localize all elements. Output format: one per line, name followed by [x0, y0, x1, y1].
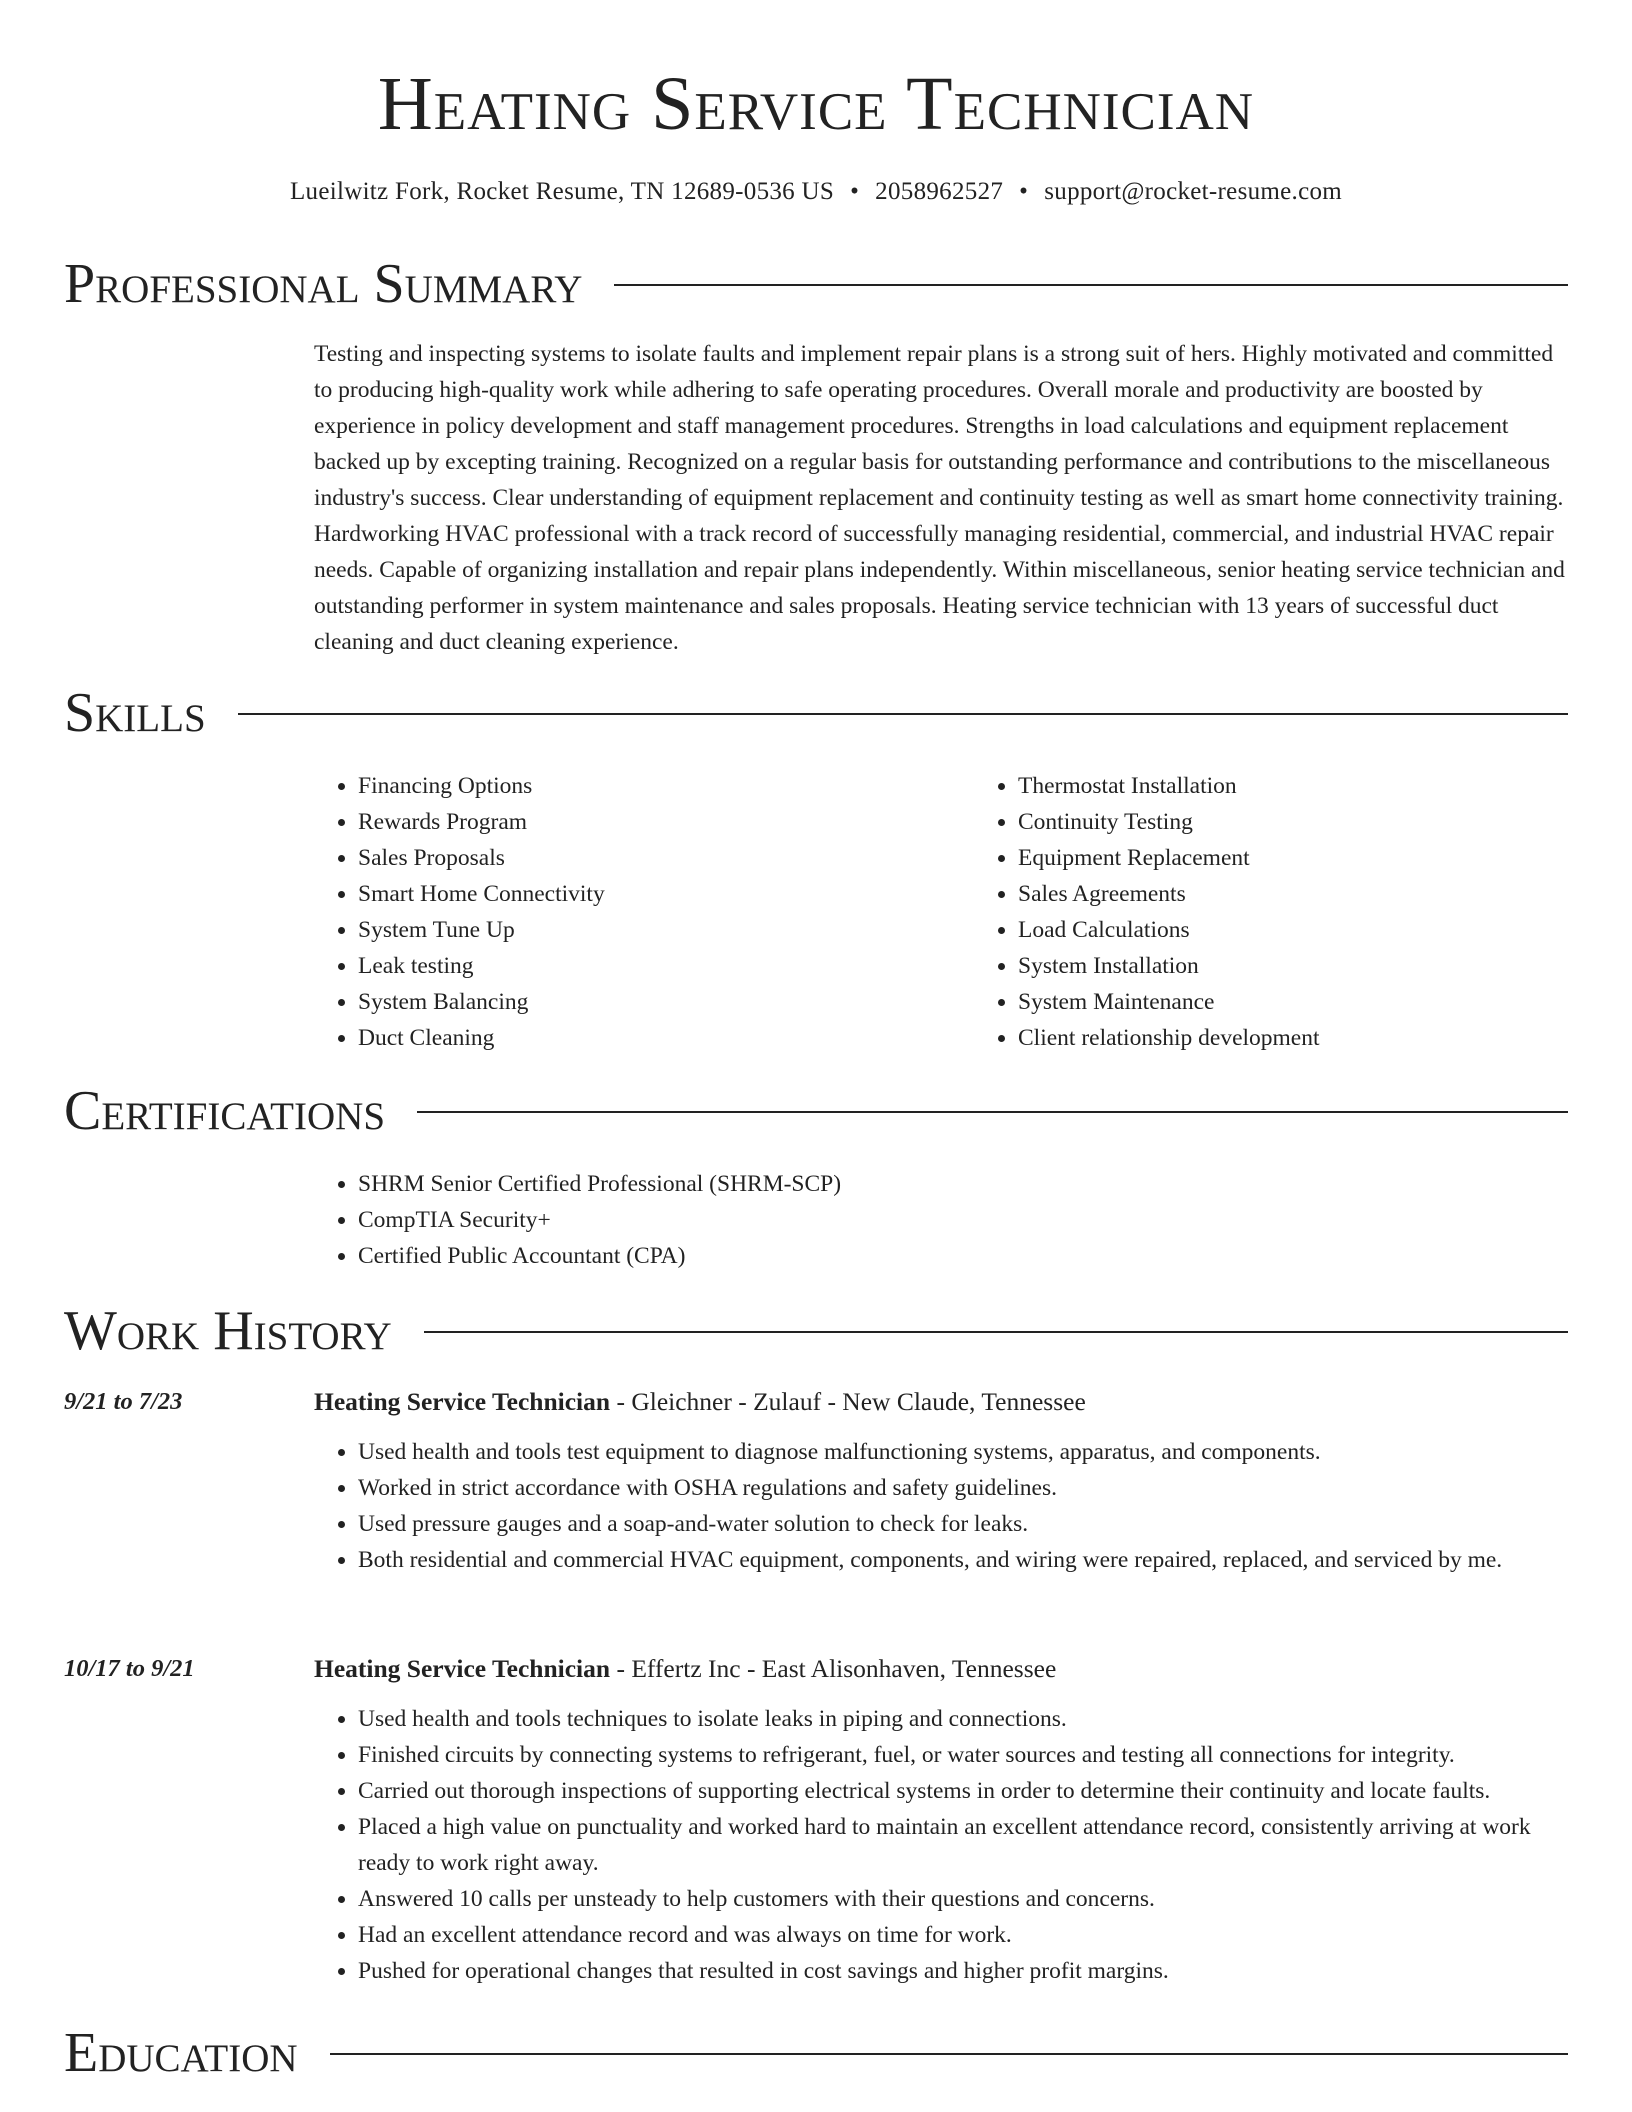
skill-item: • Sales Proposals	[358, 840, 974, 876]
skill-item: • System Tune Up	[358, 912, 974, 948]
section-title-skills: Skills	[64, 682, 206, 744]
candidate-name: Heating Service Technician	[377, 62, 1255, 146]
skill-item: • Smart Home Connectivity	[358, 876, 974, 912]
skill-item: • Thermostat Installation	[1018, 768, 1632, 804]
section-title-certifications: Certifications	[64, 1080, 386, 1142]
job-duty: • Finished circuits by connecting systems to refrigerant, fuel, or water sources and testing all connections for integrity.	[358, 1737, 1568, 1773]
job-duties-list	[314, 1701, 1568, 1989]
skill-item: • System Balancing	[358, 984, 974, 1020]
job-dates: 9/21 to 7/23	[64, 1388, 183, 1415]
summary-block	[314, 336, 1568, 660]
section-divider	[424, 1331, 1568, 1333]
section-divider	[330, 2053, 1568, 2055]
job-duty: • Both residential and commercial HVAC equipment, components, and wiring were repaired, replaced, and serviced by me.	[358, 1542, 1568, 1578]
skill-item: • Continuity Testing	[1018, 804, 1632, 840]
skill-item: • Load Calculations	[1018, 912, 1632, 948]
certifications-section-header	[64, 1080, 1568, 1142]
skill-item: • System Installation	[1018, 948, 1632, 984]
work-section-header	[64, 1300, 1568, 1362]
section-divider	[417, 1111, 1568, 1113]
skill-item: • Equipment Replacement	[1018, 840, 1632, 876]
education-section-header	[64, 2022, 1568, 2084]
job-duty: • Had an excellent attendance record and was always on time for work.	[358, 1917, 1568, 1953]
certifications-block	[314, 1166, 1568, 1274]
job-duty: • Used pressure gauges and a soap-and-water solution to check for leaks.	[358, 1506, 1568, 1542]
separator: •	[850, 178, 860, 205]
section-title-summary: Professional Summary	[64, 253, 583, 315]
job-duties-list	[314, 1434, 1568, 1578]
certification-item: • Certified Public Accountant (CPA)	[358, 1238, 1568, 1274]
separator: •	[1019, 178, 1029, 205]
job-entry	[64, 1651, 1568, 1989]
job-entry	[64, 1384, 1568, 1578]
contact-line	[0, 176, 1632, 208]
summary-text: Testing and inspecting systems to isolate faults and implement repair plans is a strong suit of hers. Highly motivated and committed to producing high-quality work while adhering to safe operating procedures. Overall morale and productivity are boosted by experience in policy development and staff management procedures. Strengths in load calculations and equipment replacement backed up by excepting training. Recognized on a regular basis for outstanding performance and contributions to the miscellaneous industry's success. Clear understanding of equipment replacement and continuity testing as well as smart home connectivity training. Hardworking HVAC professional with a track record of successfully managing residential, commercial, and industrial HVAC repair needs. Capable of organizing installation and repair plans independently. Within miscellaneous, senior heating service technician and outstanding performer in system maintenance and sales proposals. Heating service technician with 13 years of successful duct cleaning and duct cleaning experience.	[314, 341, 1565, 655]
job-dates: 10/17 to 9/21	[64, 1655, 195, 1682]
skill-item: • System Maintenance	[1018, 984, 1632, 1020]
certification-item: • SHRM Senior Certified Professional (SHRM-SCP)	[358, 1166, 1568, 1202]
job-duty: • Used health and tools techniques to isolate leaks in piping and connections.	[358, 1701, 1568, 1737]
job-duty: • Used health and tools test equipment to diagnose malfunctioning systems, apparatus, and components.	[358, 1434, 1568, 1470]
job-title: Heating Service Technician	[314, 1654, 611, 1683]
certifications-list	[314, 1166, 1568, 1274]
skill-item: • Duct Cleaning	[358, 1020, 974, 1056]
skill-item: • Rewards Program	[358, 804, 974, 840]
skill-item: • Financing Options	[358, 768, 974, 804]
skills-section-header	[64, 682, 1568, 744]
skill-item: • Sales Agreements	[1018, 876, 1632, 912]
job-title: Heating Service Technician	[314, 1387, 611, 1416]
section-title-education: Education	[64, 2022, 298, 2084]
skill-item: • Leak testing	[358, 948, 974, 984]
email: support@rocket-resume.com	[1044, 178, 1343, 205]
job-employer-location: - Gleichner - Zulauf - New Claude, Tennessee	[610, 1387, 1086, 1416]
skill-item: • Client relationship development	[1018, 1020, 1632, 1056]
job-employer-location: - Effertz Inc - East Alisonhaven, Tennessee	[610, 1654, 1057, 1683]
certification-item: • CompTIA Security+	[358, 1202, 1568, 1238]
section-divider	[614, 284, 1568, 286]
section-title-work-history: Work History	[64, 1300, 392, 1362]
address: Lueilwitz Fork, Rocket Resume, TN 12689-0536 US	[289, 178, 835, 205]
job-duty: • Worked in strict accordance with OSHA regulations and safety guidelines.	[358, 1470, 1568, 1506]
skills-block	[314, 768, 1568, 1056]
skills-list-left	[314, 768, 974, 1056]
section-divider	[238, 713, 1568, 715]
job-duty: • Answered 10 calls per unsteady to help customers with their questions and concerns.	[358, 1881, 1568, 1917]
skills-list-right	[974, 768, 1632, 1056]
job-duty: • Placed a high value on punctuality and worked hard to maintain an excellent attendance record, consistently arriving at work ready to work right away.	[358, 1809, 1568, 1881]
job-duty: • Pushed for operational changes that resulted in cost savings and higher profit margins.	[358, 1953, 1568, 1989]
job-heading	[314, 1384, 1086, 1420]
summary-section-header	[64, 253, 1568, 315]
phone: 2058962527	[875, 178, 1004, 205]
job-heading	[314, 1651, 1056, 1687]
job-duty: • Carried out thorough inspections of supporting electrical systems in order to determine their continuity and locate faults.	[358, 1773, 1568, 1809]
